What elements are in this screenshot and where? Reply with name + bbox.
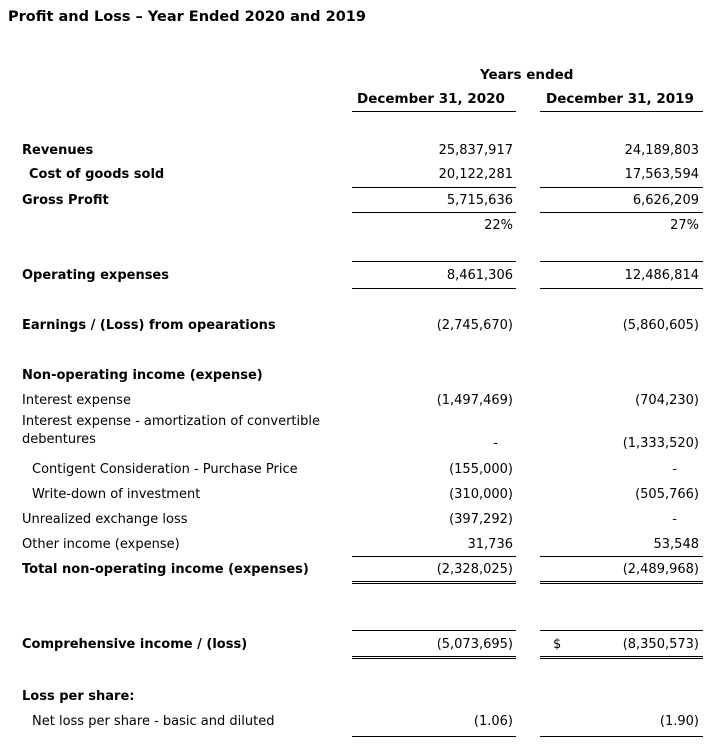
interest-2020: (1,497,469) bbox=[436, 393, 513, 408]
interest-2019: (704,230) bbox=[635, 393, 699, 408]
gross-profit-2020: 5,715,636 bbox=[446, 193, 513, 208]
total-non-op-2019: (2,489,968) bbox=[622, 562, 699, 577]
net-loss-ps-2019: (1.90) bbox=[659, 714, 699, 729]
revenues-2019: 24,189,803 bbox=[624, 143, 699, 158]
other-income-underline-2020 bbox=[352, 556, 516, 557]
net-loss-ps-label: Net loss per share - basic and diluted bbox=[32, 714, 275, 729]
opex-2019: 12,486,814 bbox=[624, 268, 699, 283]
cogs-2020: 20,122,281 bbox=[438, 167, 513, 182]
cogs-underline-2020 bbox=[352, 187, 516, 188]
column-header-2019: December 31, 2019 bbox=[546, 91, 694, 107]
earnings-ops-2020: (2,745,670) bbox=[436, 318, 513, 333]
opex-overline-2019 bbox=[540, 261, 703, 262]
gross-margin-2020: 22% bbox=[484, 218, 513, 233]
column-header-2020: December 31, 2020 bbox=[357, 91, 505, 107]
earnings-ops-2019: (5,860,605) bbox=[622, 318, 699, 333]
other-income-underline-2019 bbox=[540, 556, 703, 557]
interest-amort-label-line1: Interest expense - amortization of convertible bbox=[22, 414, 320, 429]
revenues-2020: 25,837,917 bbox=[438, 143, 513, 158]
total-non-op-2020: (2,328,025) bbox=[436, 562, 513, 577]
gross-profit-label: Gross Profit bbox=[22, 193, 109, 208]
contigent-label: Contigent Consideration - Purchase Price bbox=[32, 462, 298, 477]
writedown-2019: (505,766) bbox=[635, 487, 699, 502]
comprehensive-label: Comprehensive income / (loss) bbox=[22, 637, 248, 652]
years-ended-header: Years ended bbox=[480, 67, 574, 83]
total-non-op-underline-2019 bbox=[540, 581, 703, 584]
comprehensive-2020: (5,073,695) bbox=[436, 637, 513, 652]
page-title: Profit and Loss – Year Ended 2020 and 2019 bbox=[8, 9, 366, 25]
comprehensive-overline-2020 bbox=[352, 630, 516, 631]
revenues-label: Revenues bbox=[22, 143, 94, 158]
net-loss-ps-2020: (1.06) bbox=[473, 714, 513, 729]
opex-underline-2019 bbox=[540, 288, 703, 289]
interest-amort-2020: - bbox=[493, 436, 498, 451]
writedown-label: Write-down of investment bbox=[32, 487, 201, 502]
header-underline-2020 bbox=[352, 111, 516, 112]
opex-2020: 8,461,306 bbox=[446, 268, 513, 283]
contigent-2019: - bbox=[672, 462, 677, 477]
net-loss-ps-underline-2020 bbox=[352, 736, 516, 737]
gross-margin-2019: 27% bbox=[670, 218, 699, 233]
other-income-2019: 53,548 bbox=[653, 537, 699, 552]
writedown-2020: (310,000) bbox=[449, 487, 513, 502]
fx-loss-2020: (397,292) bbox=[449, 512, 513, 527]
cogs-2019: 17,563,594 bbox=[624, 167, 699, 182]
comprehensive-overline-2019 bbox=[540, 630, 703, 631]
gross-profit-2019: 6,626,209 bbox=[632, 193, 699, 208]
interest-amort-2019: (1,333,520) bbox=[622, 436, 699, 451]
opex-label: Operating expenses bbox=[22, 268, 169, 283]
currency-symbol: $ bbox=[553, 637, 562, 652]
cogs-underline-2019 bbox=[540, 187, 703, 188]
header-underline-2019 bbox=[540, 111, 703, 112]
gross-profit-underline-2019 bbox=[540, 212, 703, 213]
other-income-2020: 31,736 bbox=[467, 537, 513, 552]
cogs-label: Cost of goods sold bbox=[29, 167, 165, 182]
fx-loss-2019: - bbox=[672, 512, 677, 527]
lps-header: Loss per share: bbox=[22, 689, 135, 704]
comprehensive-2019: (8,350,573) bbox=[622, 637, 699, 652]
fx-loss-label: Unrealized exchange loss bbox=[22, 512, 188, 527]
contigent-2020: (155,000) bbox=[449, 462, 513, 477]
interest-label: Interest expense bbox=[22, 393, 131, 408]
other-income-label: Other income (expense) bbox=[22, 537, 180, 552]
opex-underline-2020 bbox=[352, 288, 516, 289]
non-op-header: Non-operating income (expense) bbox=[22, 368, 263, 383]
comprehensive-underline-2019 bbox=[540, 656, 703, 659]
total-non-op-underline-2020 bbox=[352, 581, 516, 584]
interest-amort-label-line2: debentures bbox=[22, 432, 96, 447]
net-loss-ps-underline-2019 bbox=[540, 736, 703, 737]
gross-profit-underline-2020 bbox=[352, 212, 516, 213]
total-non-op-label: Total non-operating income (expenses) bbox=[22, 562, 309, 577]
comprehensive-underline-2020 bbox=[352, 656, 516, 659]
earnings-ops-label: Earnings / (Loss) from opearations bbox=[22, 318, 276, 333]
opex-overline-2020 bbox=[352, 261, 516, 262]
